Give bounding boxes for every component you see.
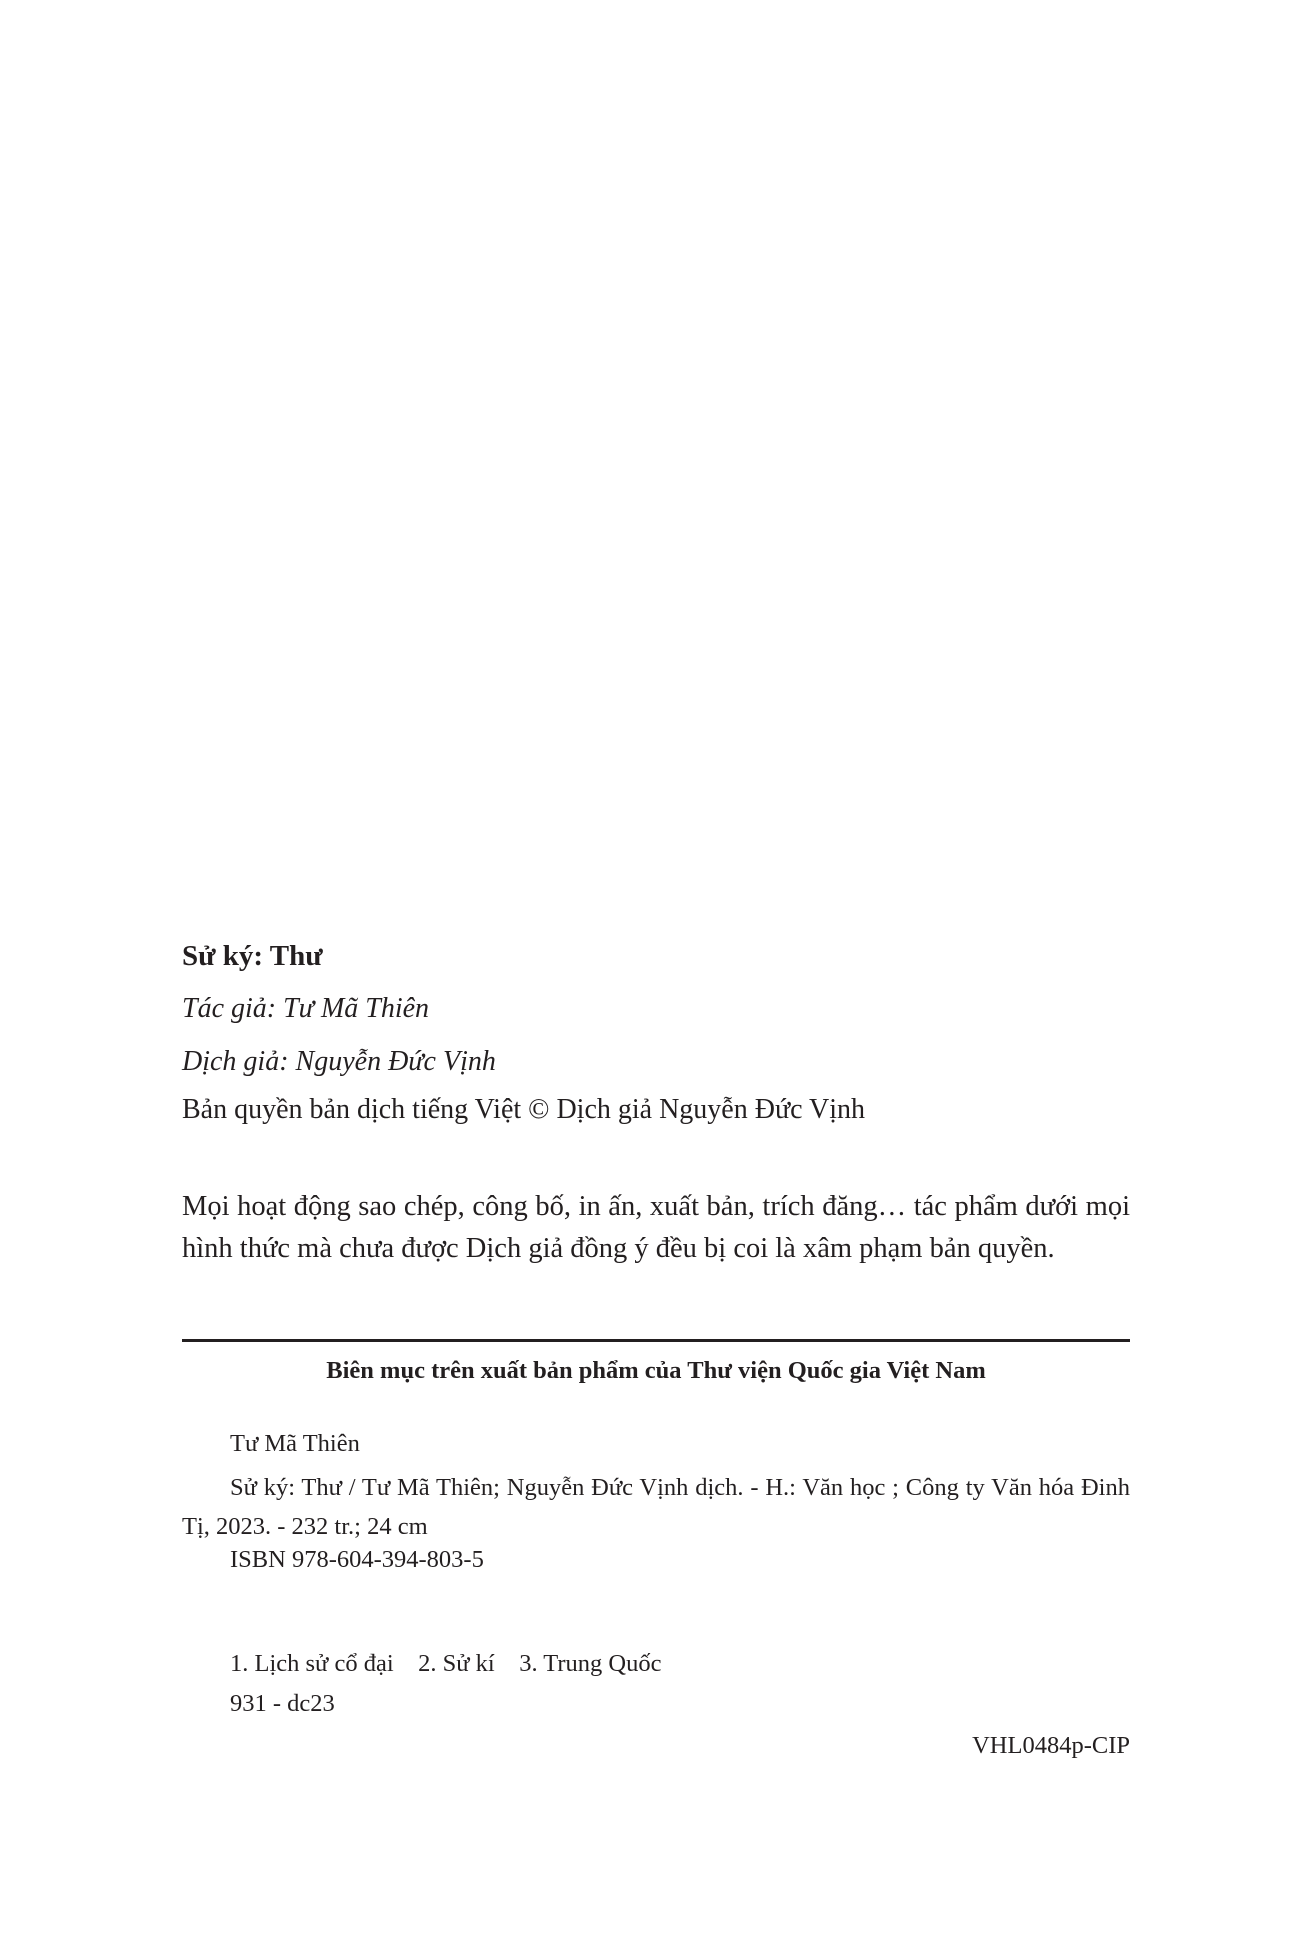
cip-subject-3: 3. Trung Quốc [519, 1650, 662, 1677]
cip-isbn: ISBN 978-604-394-803-5 [230, 1546, 484, 1573]
cip-author: Tư Mã Thiên [230, 1430, 360, 1457]
copyright-notice: Mọi hoạt động sao chép, công bố, in ấn, xuất bản, trích đăng… tác phẩm dưới mọi hình thức mà chưa được Dịch giả đồng ý đều bị coi là xâm phạm bản quyền. [182, 1191, 1130, 1264]
cip-subjects [230, 1650, 662, 1678]
cip-code: VHL0484p-CIP [972, 1732, 1130, 1759]
book-title: Sử ký: Thư [182, 940, 323, 972]
copyright-line: Bản quyền bản dịch tiếng Việt © Dịch giả Nguyễn Đức Vịnh [182, 1094, 866, 1125]
cip-subject-1: 1. Lịch sử cổ đại [230, 1650, 394, 1677]
author-line: Tác giả: Tư Mã Thiên [182, 993, 430, 1024]
cip-subject-2: 2. Sử kí [418, 1650, 495, 1677]
translator-line: Dịch giả: Nguyễn Đức Vịnh [182, 1046, 496, 1077]
section-divider [182, 1339, 1130, 1342]
cip-heading: Biên mục trên xuất bản phẩm của Thư viện Quốc gia Việt Nam [326, 1357, 986, 1384]
cip-classification: 931 - dc23 [230, 1690, 335, 1717]
cip-description: Sử ký: Thư / Tư Mã Thiên; Nguyễn Đức Vịnh dịch. - H.: Văn học ; Công ty Văn hóa Đinh Tị, 2023. - 232 tr.; 24 cm [182, 1474, 1130, 1540]
